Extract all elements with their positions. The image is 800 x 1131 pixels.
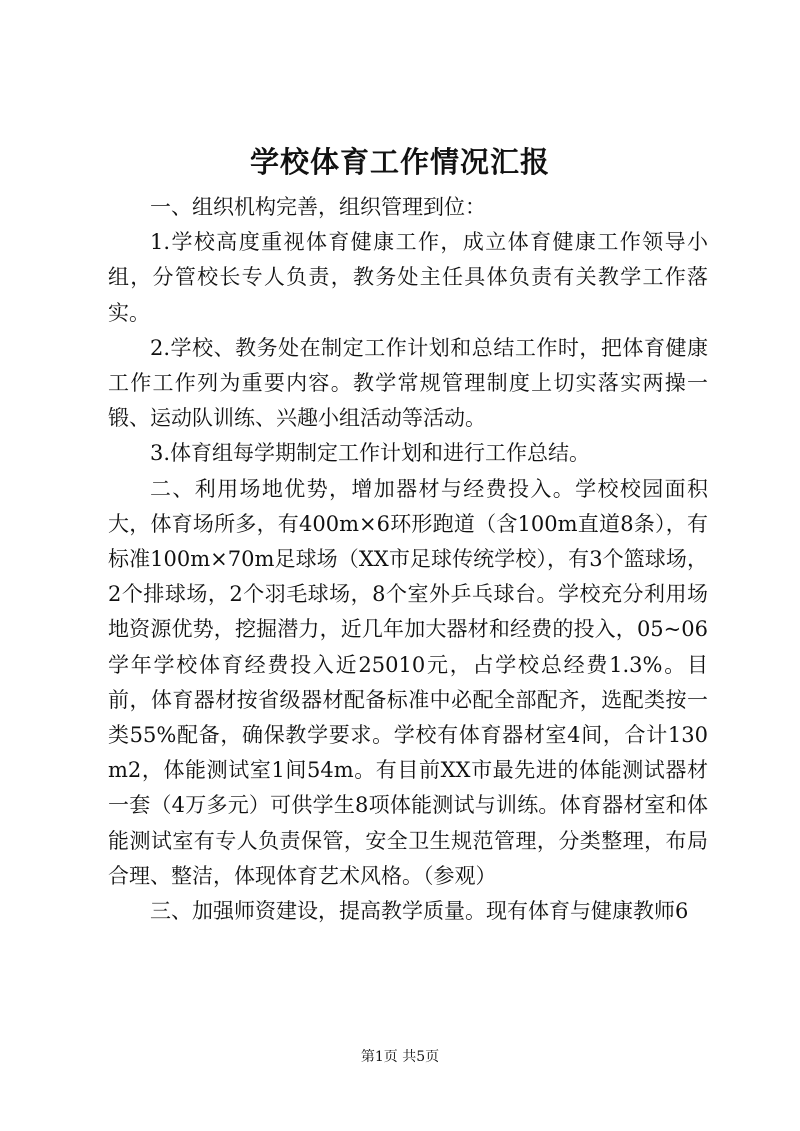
paragraph-facilities: 二、利用场地优势，增加器材与经费投入。学校校园面积大，体育场所多，有400m×6环形跑道（含100m直道8条），有标准100m×70m足球场（XX市足球传统学校），有3个篮球场，2个排球场，2个羽毛球场，8个室外乒乓球台。学校充分利用场地资源优势，挖掘潜力，近几年加大器材和经费的投入，05~06学年学校体育经费投入近25010元，占学校总经费1.3%。目前，体育器材按省级器材配备标准中必配全部配齐，选配类按一类55%配备，确保教学要求。学校有体育器材室4间，合计130m2，体能测试室1间54m。有目前XX市最先进的体能测试器材一套（4万多元）可供学生8项体能测试与训练。体育器材室和体能测试室有专人负责保管，安全卫生规范管理，分类整理，布局合理、整洁，体现体育艺术风格。（参观） <box>108 476 708 888</box>
paragraph-item-3: 3.体育组每学期制定工作计划和进行工作总结。 <box>150 441 591 466</box>
paragraph-teachers: 三、加强师资建设，提高教学质量。现有体育与健康教师6 <box>150 899 689 924</box>
paragraph-item-2: 2.学校、教务处在制定工作计划和总结工作时，把体育健康工作工作列为重要内容。教学常规管理制度上切实落实两操一锻、运动队训练、兴趣小组活动等活动。 <box>108 335 708 431</box>
document-title: 学校体育工作情况汇报 <box>249 145 550 179</box>
paragraph-item-1: 1.学校高度重视体育健康工作，成立体育健康工作领导小组，分管校长专人负责，教务处主任具体负责有关教学工作落实。 <box>108 230 708 325</box>
page-number-footer: 第1页 共5页 <box>360 1049 440 1065</box>
section-heading-organization: 一、组织机构完善，组织管理到位： <box>150 195 486 219</box>
document-body <box>108 190 708 929</box>
